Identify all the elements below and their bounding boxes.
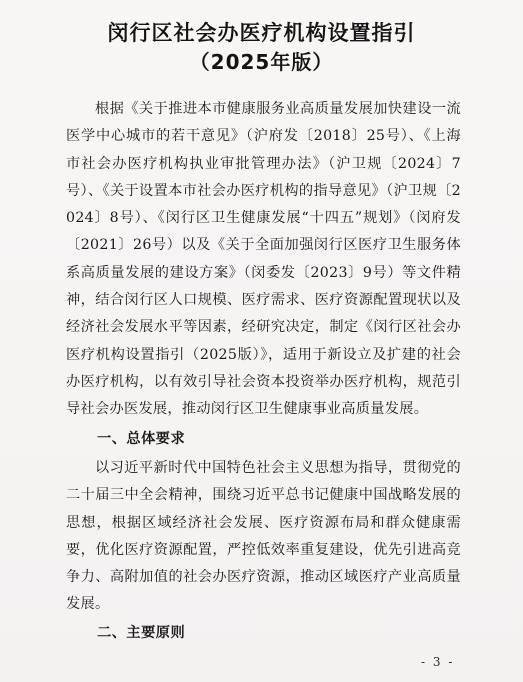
document-title: 闵行区社会办医疗机构设置指引 [107, 21, 416, 45]
general-requirements-paragraph: 以习近平新时代中国特色社会主义思想为指导，贯彻党的二十届三中全会精神，围绕习近平总书记健康中国战略发展的思想，根据区域经济社会发展、医疗资源布局和群众健康需要，优化医疗资源配置，严控低效率重复建设，优先引进高竞争力、高附加值的社会办医疗资源，推动区域医疗产业高质量发展。 [66, 460, 461, 613]
document-subtitle: （2025年版） [189, 50, 334, 74]
section-heading-main-principles: 二、主要原则 [97, 625, 186, 641]
page-number: - 3 - [421, 655, 455, 669]
intro-paragraph: 根据《关于推进本市健康服务业高质量发展加快建设一流医学中心城市的若干意见》（沪府发〔2018〕25号）、《上海市社会办医疗机构执业审批管理办法》（沪卫规〔2024〕7号）、《关于设置本市社会办医疗机构的指导意见》（沪卫规〔2024〕8号）、《闵行区卫生健康发展“十四五”规划》（闵府发〔2021〕26号）以及《关于全面加强闵行区医疗卫生服务体系高质量发展的建设方案》（闵委发〔2023〕9号）等文件精神，结合闵行区人口规模、医疗需求、医疗资源配置现状以及经济社会发展水平等因素，经研究决定，制定《闵行区社会办医疗机构设置指引（2025版）》，适用于新设立及扩建的社会办医疗机构，以有效引导社会资本投资举办医疗机构，规范引导社会办医发展，推动闵行区卫生健康事业高质量发展。 [66, 101, 461, 418]
section-heading-general-requirements: 一、总体要求 [97, 431, 186, 447]
